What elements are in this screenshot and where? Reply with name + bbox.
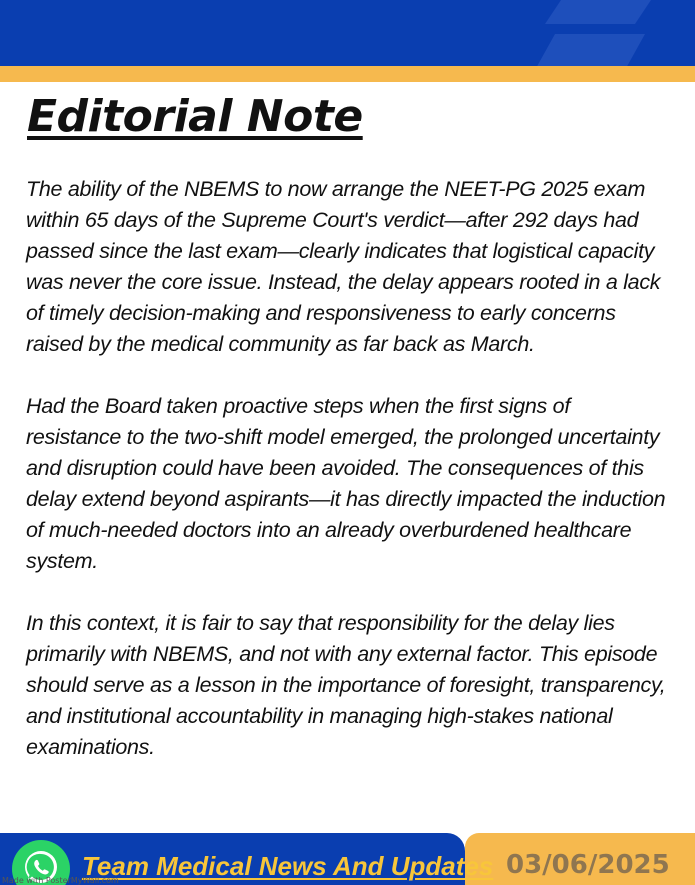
paragraph-1: The ability of the NBEMS to now arrange the NEET-PG 2025 exam within 65 days of the Supreme Court's verdict—after 292 days had passed since the last exam—clearly indicates that logistical capacity was never the core issue. Instead, the delay appears rooted in a lack of timely decision-making and responsiveness to early concerns raised by the medical community as far back as March.: [26, 177, 661, 356]
decorative-stripes-icon: [535, 0, 655, 66]
article-body: [26, 174, 666, 794]
publish-date: 03/06/2025: [506, 850, 670, 880]
page-title: Editorial Note: [27, 91, 363, 142]
watermark: Made with PosterMyWall.com: [2, 876, 119, 885]
team-name-link[interactable]: Team Medical News And Updates: [82, 851, 494, 881]
header-accent-stripe: [0, 66, 695, 82]
header-bar: [0, 0, 695, 66]
paragraph-3: In this context, it is fair to say that responsibility for the delay lies primarily with NBEMS, and not with any external factor. This episode should serve as a lesson in the importance of foresight, transparency, and institutional accountability in managing high-stakes national examinations.: [26, 611, 666, 759]
paragraph-2: Had the Board taken proactive steps when the first signs of resistance to the two-shift model emerged, the prolonged uncertainty and disruption could have been avoided. The consequences of this delay extend beyond aspirants—it has directly impacted the induction of much-needed doctors into an already overburdened healthcare system.: [26, 394, 666, 573]
